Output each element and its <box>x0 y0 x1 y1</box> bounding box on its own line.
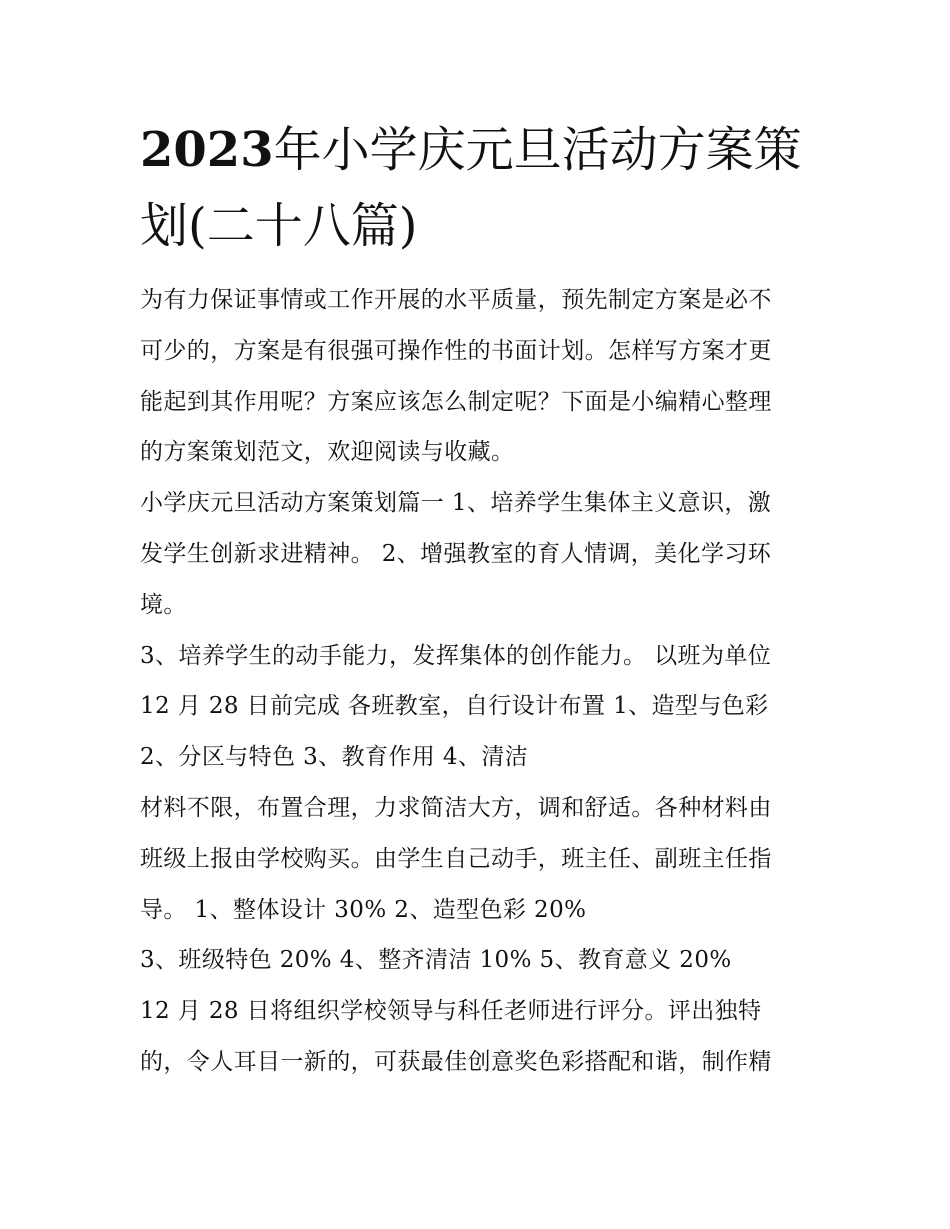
body-line: 3、班级特色 20% 4、整齐清洁 10% 5、教育意义 20% <box>140 947 732 974</box>
body-line: 12 月 28 日前完成 各班教室，自行设计布置 1、造型与色彩 <box>140 693 769 720</box>
title-year: 2023 <box>140 122 274 178</box>
document-title <box>140 112 820 264</box>
body-line: 材料不限，布置合理，力求简洁大方，调和舒适。各种材料由 <box>140 794 772 821</box>
body-line: 的方案策划范文，欢迎阅读与收藏。 <box>140 439 515 466</box>
body-line: 发学生创新求进精神。 2、增强教室的育人情调，美化学习环 <box>140 540 772 567</box>
body-line: 12 月 28 日将组织学校领导与科任老师进行评分。评出独特 <box>140 998 762 1025</box>
document-body <box>140 275 820 1088</box>
title-line-2: 划(二十八篇) <box>140 198 418 254</box>
body-line: 2、分区与特色 3、教育作用 4、清洁 <box>140 744 529 771</box>
body-line: 能起到其作用呢？方案应该怎么制定呢？下面是小编精心整理 <box>140 388 772 415</box>
body-line: 3、培养学生的动手能力，发挥集体的创作能力。 以班为单位 <box>140 642 772 669</box>
title-line-1 <box>140 112 820 188</box>
title-line-1-text: 年小学庆元旦活动方案策 <box>273 122 802 178</box>
body-line: 小学庆元旦活动方案策划篇一 1、培养学生集体主义意识，激 <box>140 490 772 517</box>
body-line: 境。 <box>140 591 187 618</box>
body-line: 导。 1、整体设计 30% 2、造型色彩 20% <box>140 896 587 923</box>
body-line: 为有力保证事情或工作开展的水平质量，预先制定方案是必不 <box>140 287 772 313</box>
body-line: 班级上报由学校购买。由学生自己动手，班主任、副班主任指 <box>140 845 772 872</box>
body-line: 的，令人耳目一新的，可获最佳创意奖色彩搭配和谐，制作精 <box>140 1048 772 1075</box>
body-line: 可少的，方案是有很强可操作性的书面计划。怎样写方案才更 <box>140 337 772 364</box>
